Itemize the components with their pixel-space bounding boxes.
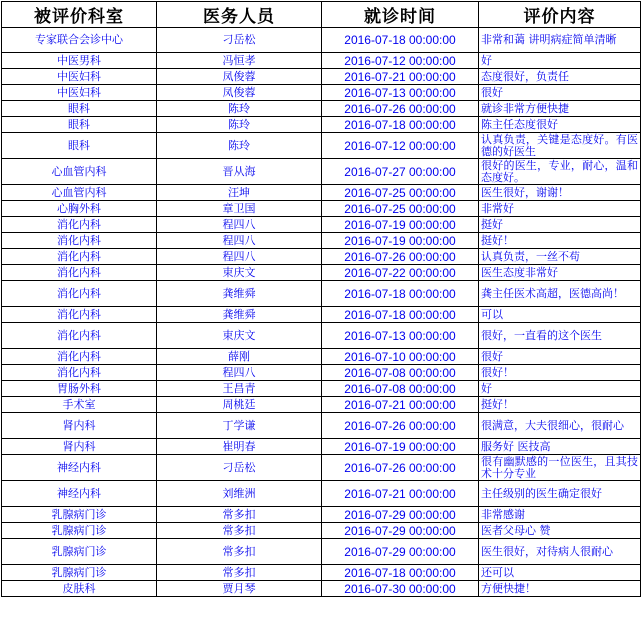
cell-time: 2016-07-18 00:00:00 <box>322 28 479 53</box>
cell-staff: 崔明春 <box>157 439 322 455</box>
cell-comment: 医生很好，谢谢！ <box>479 185 641 201</box>
cell-dept: 消化内科 <box>2 249 157 265</box>
cell-staff: 程四八 <box>157 217 322 233</box>
cell-time: 2016-07-29 00:00:00 <box>322 539 479 565</box>
table-row <box>2 185 641 201</box>
table-row <box>2 28 641 53</box>
cell-dept: 消化内科 <box>2 349 157 365</box>
header-staff: 医务人员 <box>157 2 322 28</box>
table-row <box>2 365 641 381</box>
cell-dept: 乳腺病门诊 <box>2 507 157 523</box>
table-row <box>2 481 641 507</box>
cell-comment: 好 <box>479 53 641 69</box>
cell-time: 2016-07-25 00:00:00 <box>322 201 479 217</box>
cell-dept: 心血管内科 <box>2 185 157 201</box>
table-body <box>2 28 641 597</box>
cell-dept: 消化内科 <box>2 281 157 307</box>
cell-staff: 贾月琴 <box>157 581 322 597</box>
table-row <box>2 133 641 159</box>
table-row <box>2 565 641 581</box>
cell-comment: 服务好 医技高 <box>479 439 641 455</box>
cell-time: 2016-07-13 00:00:00 <box>322 85 479 101</box>
cell-comment: 挺好！ <box>479 233 641 249</box>
cell-time: 2016-07-30 00:00:00 <box>322 581 479 597</box>
cell-time: 2016-07-08 00:00:00 <box>322 381 479 397</box>
table-row <box>2 217 641 233</box>
cell-staff: 丁学谦 <box>157 413 322 439</box>
table-row <box>2 307 641 323</box>
cell-comment: 认真负责，关键是态度好。有医德的好医生 <box>479 133 641 159</box>
cell-comment: 认真负责，一丝不苟 <box>479 249 641 265</box>
cell-time: 2016-07-27 00:00:00 <box>322 159 479 185</box>
cell-time: 2016-07-25 00:00:00 <box>322 185 479 201</box>
cell-staff: 章卫国 <box>157 201 322 217</box>
cell-comment: 医生很好，对待病人很耐心 <box>479 539 641 565</box>
cell-comment: 很好 <box>479 349 641 365</box>
cell-comment: 挺好 <box>479 217 641 233</box>
table-row <box>2 265 641 281</box>
cell-dept: 眼科 <box>2 133 157 159</box>
cell-comment: 好 <box>479 381 641 397</box>
cell-dept: 肾内科 <box>2 439 157 455</box>
cell-staff: 常多扣 <box>157 539 322 565</box>
cell-comment: 非常好 <box>479 201 641 217</box>
cell-dept: 中医妇科 <box>2 85 157 101</box>
cell-dept: 心胸外科 <box>2 201 157 217</box>
cell-staff: 刘维洲 <box>157 481 322 507</box>
evaluation-table <box>1 1 641 597</box>
cell-comment: 可以 <box>479 307 641 323</box>
table-row <box>2 413 641 439</box>
cell-time: 2016-07-21 00:00:00 <box>322 397 479 413</box>
cell-comment: 非常感谢 <box>479 507 641 523</box>
cell-staff: 汪坤 <box>157 185 322 201</box>
cell-staff: 陈玲 <box>157 101 322 117</box>
table-row <box>2 455 641 481</box>
cell-staff: 陈玲 <box>157 117 322 133</box>
cell-staff: 束庆文 <box>157 265 322 281</box>
cell-dept: 眼科 <box>2 117 157 133</box>
cell-time: 2016-07-18 00:00:00 <box>322 565 479 581</box>
cell-staff: 龚维舜 <box>157 307 322 323</box>
table-row <box>2 117 641 133</box>
header-time: 就诊时间 <box>322 2 479 28</box>
cell-dept: 神经内科 <box>2 455 157 481</box>
table-row <box>2 159 641 185</box>
cell-dept: 皮肤科 <box>2 581 157 597</box>
cell-comment: 很好，一直看的这个医生 <box>479 323 641 349</box>
cell-time: 2016-07-12 00:00:00 <box>322 133 479 159</box>
cell-comment: 挺好！ <box>479 397 641 413</box>
cell-comment: 还可以 <box>479 565 641 581</box>
cell-comment: 医生态度非常好 <box>479 265 641 281</box>
table-row <box>2 349 641 365</box>
cell-dept: 眼科 <box>2 101 157 117</box>
cell-time: 2016-07-08 00:00:00 <box>322 365 479 381</box>
cell-dept: 消化内科 <box>2 307 157 323</box>
cell-time: 2016-07-19 00:00:00 <box>322 217 479 233</box>
cell-dept: 肾内科 <box>2 413 157 439</box>
cell-time: 2016-07-10 00:00:00 <box>322 349 479 365</box>
cell-staff: 周桃廷 <box>157 397 322 413</box>
table-row <box>2 581 641 597</box>
cell-dept: 消化内科 <box>2 217 157 233</box>
table-row <box>2 397 641 413</box>
cell-time: 2016-07-13 00:00:00 <box>322 323 479 349</box>
cell-dept: 中医男科 <box>2 53 157 69</box>
cell-comment: 很好的医生，专业，耐心，温和态度好。 <box>479 159 641 185</box>
table-row <box>2 69 641 85</box>
cell-time: 2016-07-29 00:00:00 <box>322 507 479 523</box>
cell-time: 2016-07-18 00:00:00 <box>322 281 479 307</box>
table-row <box>2 523 641 539</box>
cell-dept: 消化内科 <box>2 365 157 381</box>
table-row <box>2 101 641 117</box>
cell-staff: 程四八 <box>157 365 322 381</box>
table-row <box>2 53 641 69</box>
cell-comment: 很好！ <box>479 365 641 381</box>
cell-time: 2016-07-26 00:00:00 <box>322 249 479 265</box>
cell-staff: 凤俊蓉 <box>157 85 322 101</box>
cell-comment: 医者父母心 赞 <box>479 523 641 539</box>
cell-staff: 薛刚 <box>157 349 322 365</box>
table-row <box>2 233 641 249</box>
cell-comment: 很满意，大夫很细心，很耐心 <box>479 413 641 439</box>
cell-dept: 神经内科 <box>2 481 157 507</box>
cell-dept: 胃肠外科 <box>2 381 157 397</box>
cell-staff: 晋从海 <box>157 159 322 185</box>
cell-time: 2016-07-26 00:00:00 <box>322 455 479 481</box>
cell-staff: 龚维舜 <box>157 281 322 307</box>
cell-dept: 乳腺病门诊 <box>2 539 157 565</box>
cell-staff: 程四八 <box>157 233 322 249</box>
cell-staff: 王昌青 <box>157 381 322 397</box>
table-row <box>2 323 641 349</box>
cell-staff: 冯恒孝 <box>157 53 322 69</box>
cell-dept: 心血管内科 <box>2 159 157 185</box>
cell-staff: 刁岳松 <box>157 455 322 481</box>
cell-dept: 消化内科 <box>2 265 157 281</box>
cell-staff: 凤俊蓉 <box>157 69 322 85</box>
table-row <box>2 439 641 455</box>
header-comment: 评价内容 <box>479 2 641 28</box>
cell-comment: 方便快捷！ <box>479 581 641 597</box>
cell-dept: 消化内科 <box>2 233 157 249</box>
cell-comment: 陈主任态度很好 <box>479 117 641 133</box>
cell-comment: 主任级别的医生确定很好 <box>479 481 641 507</box>
cell-time: 2016-07-18 00:00:00 <box>322 117 479 133</box>
header-row <box>2 2 641 28</box>
cell-time: 2016-07-18 00:00:00 <box>322 307 479 323</box>
cell-comment: 非常和蔼 讲明病症简单清晰 <box>479 28 641 53</box>
header-dept: 被评价科室 <box>2 2 157 28</box>
cell-comment: 态度很好，负责任 <box>479 69 641 85</box>
table-row <box>2 507 641 523</box>
cell-comment: 就诊非常方便快捷 <box>479 101 641 117</box>
cell-dept: 手术室 <box>2 397 157 413</box>
table-row <box>2 381 641 397</box>
cell-staff: 常多扣 <box>157 565 322 581</box>
cell-time: 2016-07-19 00:00:00 <box>322 233 479 249</box>
table-row <box>2 201 641 217</box>
cell-time: 2016-07-26 00:00:00 <box>322 101 479 117</box>
cell-time: 2016-07-12 00:00:00 <box>322 53 479 69</box>
cell-time: 2016-07-21 00:00:00 <box>322 481 479 507</box>
cell-dept: 专家联合会诊中心 <box>2 28 157 53</box>
cell-comment: 很有幽默感的一位医生，且其技术十分专业 <box>479 455 641 481</box>
cell-staff: 程四八 <box>157 249 322 265</box>
cell-comment: 龚主任医术高超，医德高尚！ <box>479 281 641 307</box>
table-row <box>2 85 641 101</box>
cell-time: 2016-07-26 00:00:00 <box>322 413 479 439</box>
cell-staff: 常多扣 <box>157 523 322 539</box>
cell-dept: 消化内科 <box>2 323 157 349</box>
cell-staff: 束庆文 <box>157 323 322 349</box>
table-row <box>2 281 641 307</box>
cell-staff: 陈玲 <box>157 133 322 159</box>
cell-time: 2016-07-21 00:00:00 <box>322 69 479 85</box>
cell-time: 2016-07-19 00:00:00 <box>322 439 479 455</box>
cell-time: 2016-07-29 00:00:00 <box>322 523 479 539</box>
cell-staff: 常多扣 <box>157 507 322 523</box>
cell-dept: 乳腺病门诊 <box>2 523 157 539</box>
cell-dept: 乳腺病门诊 <box>2 565 157 581</box>
cell-time: 2016-07-22 00:00:00 <box>322 265 479 281</box>
cell-dept: 中医妇科 <box>2 69 157 85</box>
table-row <box>2 539 641 565</box>
cell-comment: 很好 <box>479 85 641 101</box>
cell-staff: 刁岳松 <box>157 28 322 53</box>
table-row <box>2 249 641 265</box>
